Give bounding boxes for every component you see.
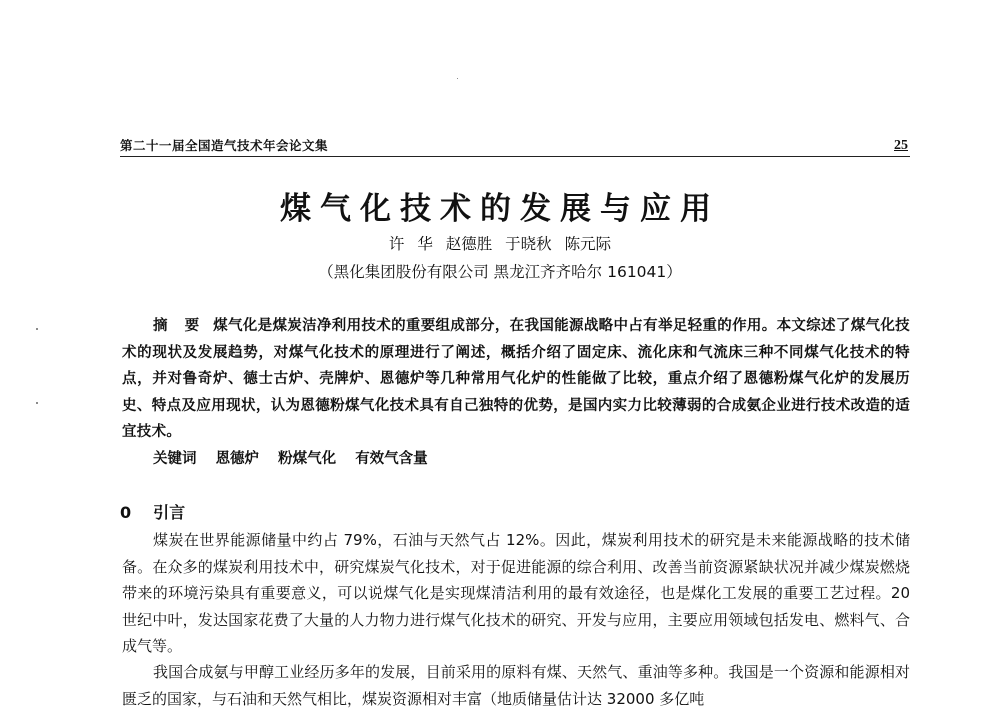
keywords xyxy=(153,447,442,468)
affiliation: （黑化集团股份有限公司 黑龙江齐齐哈尔 161041） xyxy=(318,263,682,281)
author-list: 许 华 赵德胜 于晓秋 陈元际 xyxy=(388,235,612,253)
body-paragraph: 我国合成氨与甲醇工业经历多年的发展，目前采用的原料有煤、天然气、重油等多种。我国是一个资源和能源相对匮乏的国家，与石油和天然气相比，煤炭资源相对丰富（地质储量估计达 32000 多亿吨 xyxy=(122,663,910,708)
journal-title: 第二十一届全国造气技术年会论文集 xyxy=(120,138,329,153)
paper-title: 煤气化技术的发展与应用 xyxy=(280,191,720,227)
keywords-label: 关键词 xyxy=(153,450,197,467)
section-heading xyxy=(120,500,185,523)
scan-speck xyxy=(36,402,38,404)
scan-speck xyxy=(36,328,38,330)
keyword-item: 有效气含量 xyxy=(355,450,428,467)
abstract xyxy=(122,313,910,446)
abstract-label: 摘 要 xyxy=(153,317,206,334)
section-title: 引言 xyxy=(153,503,186,522)
abstract-text: 煤气化是煤炭洁净利用技术的重要组成部分，在我国能源战略中占有举足轻重的作用。本文综述了煤气化技术的现状及发展趋势，对煤气化技术的原理进行了阐述，概括介绍了固定床、流化床和气流床三种不同煤气化技术的特点，并对鲁奇炉、德士古炉、壳牌炉、恩德炉等几种常用气化炉的性能做了比较，重点介绍了恩德粉煤气化炉的发展历史、特点及应用现状，认为恩德粉煤气化技术具有自己独特的优势，是国内实力比较薄弱的合成氨企业进行技术改造的适宜技术。 xyxy=(122,317,910,440)
running-header xyxy=(120,136,910,157)
scan-speck xyxy=(457,78,458,79)
page-number: 25 xyxy=(894,138,908,153)
section-number: 0 xyxy=(120,503,132,522)
body-paragraph: 煤炭在世界能源储量中约占 79%，石油与天然气占 12%。因此，煤炭利用技术的研究是未来能源战略的技术储备。在众多的煤炭利用技术中，研究煤炭气化技术，对于促进能源的综合利用、改善当前资源紧缺状况并减少煤炭燃烧带来的环境污染具有重要意义，可以说煤气化是实现煤清洁利用的最有效途径，也是煤化工发展的重要工艺过程。20 世纪中叶，发达国家花费了大量的人力物力进行煤气化技术的研究、开发与应用，主要应用领域包括发电、燃料气、合成气等。 xyxy=(122,531,910,655)
keyword-item: 恩德炉 xyxy=(215,450,260,467)
keyword-item: 粉煤气化 xyxy=(278,450,337,467)
